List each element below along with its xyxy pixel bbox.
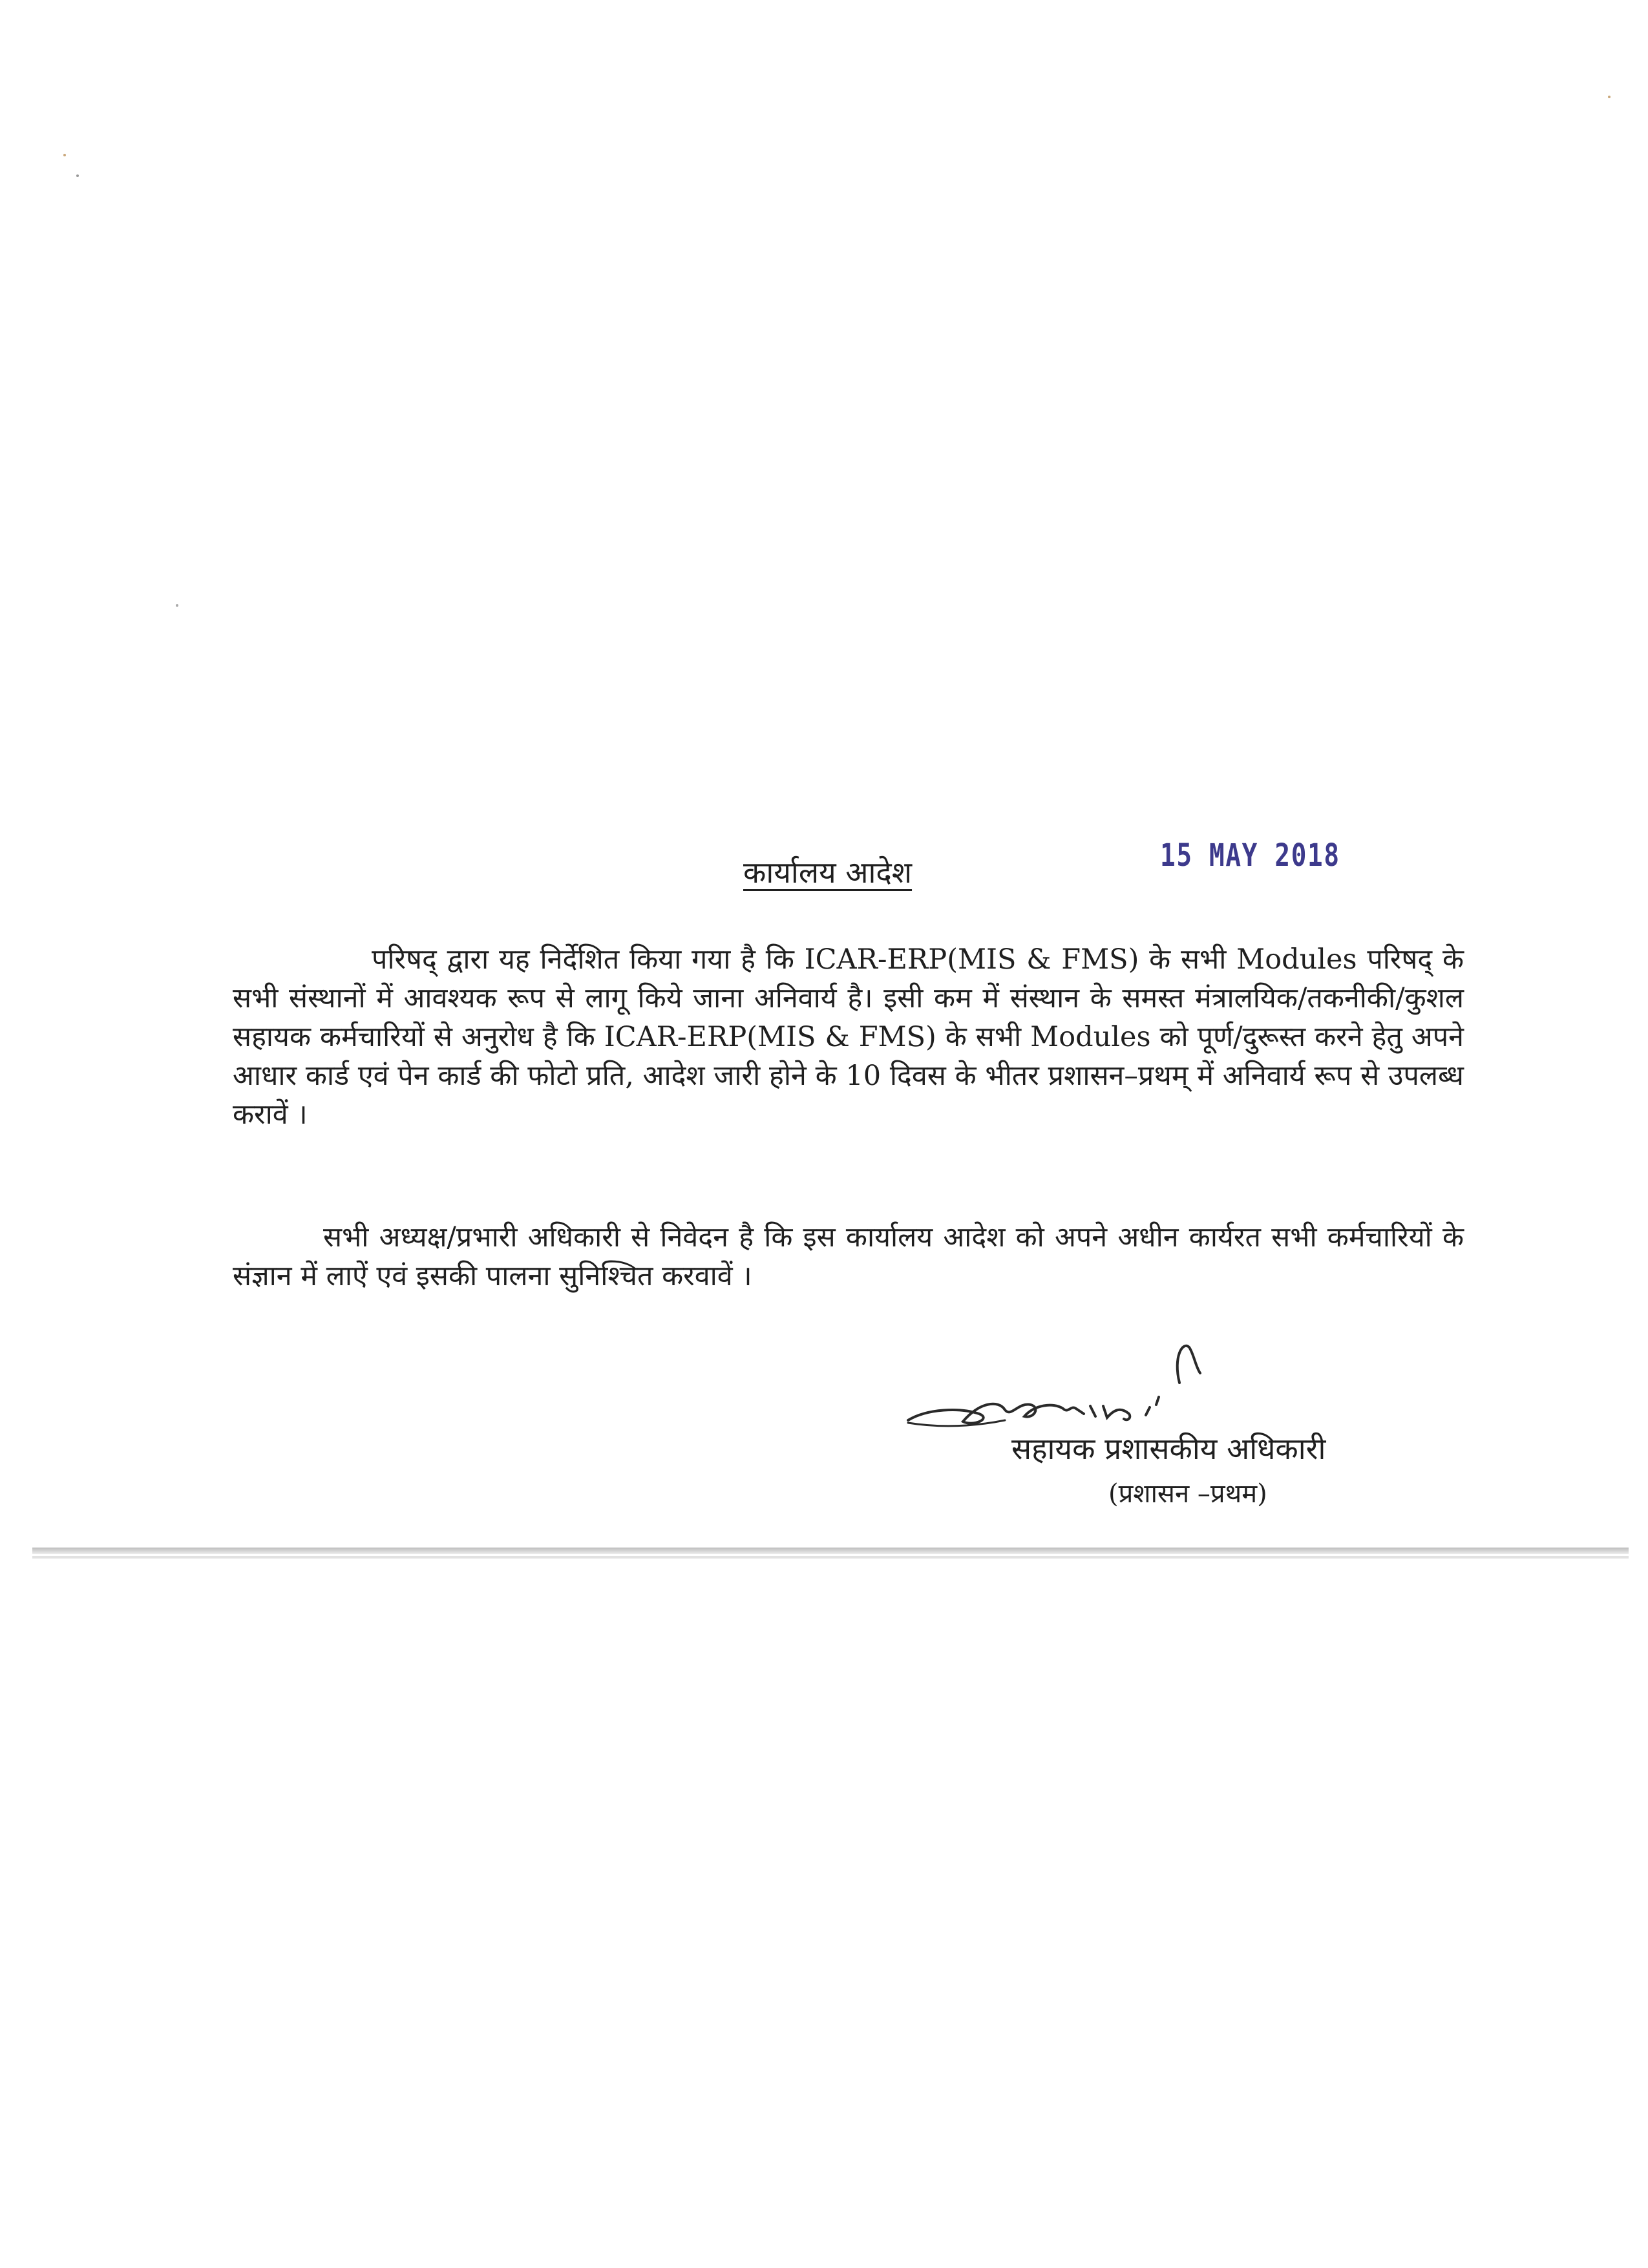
- scan-speck: [176, 604, 178, 607]
- document-title: कार्यालय आदेश: [743, 855, 913, 890]
- scanned-sheet-edge: [32, 1548, 1629, 1554]
- scan-speck: [1608, 96, 1611, 98]
- order-paragraph-1: परिषद् द्वारा यह निर्देशित किया गया है कि ICAR-ERP(MIS & FMS) के सभी Modules परिषद् के सभी संस्थानों में आवश्यक रूप से लागू किये जाना अनिवार्य है। इसी कम में संस्थान के समस्त मंत्रालयिक/तकनीकी/कुशल सहायक कर्मचारियों से अनुरोध है कि ICAR-ERP(MIS & FMS) के सभी Modules को पूर्ण/दुरूस्त करने हेतु अपने आधार कार्ड एवं पेन कार्ड की फोटो प्रति, आदेश जारी होने के 10 दिवस के भीतर प्रशासन–प्रथम् में अनिवार्य रूप से उपलब्ध करावें ।: [233, 943, 1464, 1131]
- scanned-sheet-edge-shadow: [32, 1556, 1629, 1559]
- date-stamp: 15 MAY 2018: [1160, 837, 1340, 874]
- signatory-title: सहायक प्रशासकीय अधिकारी: [1011, 1431, 1326, 1466]
- scan-speck: [76, 174, 79, 177]
- order-paragraph-2: सभी अध्यक्ष/प्रभारी अधिकारी से निवेदन है कि इस कार्यालय आदेश को अपने अधीन कार्यरत सभी कर्मचारियों के संज्ञान में लाऐं एवं इसकी पालना सुनिश्चित करवावें ।: [233, 1221, 1464, 1292]
- scan-speck: [63, 154, 66, 156]
- signatory-department: (प्रशासन –प्रथम): [1108, 1479, 1267, 1509]
